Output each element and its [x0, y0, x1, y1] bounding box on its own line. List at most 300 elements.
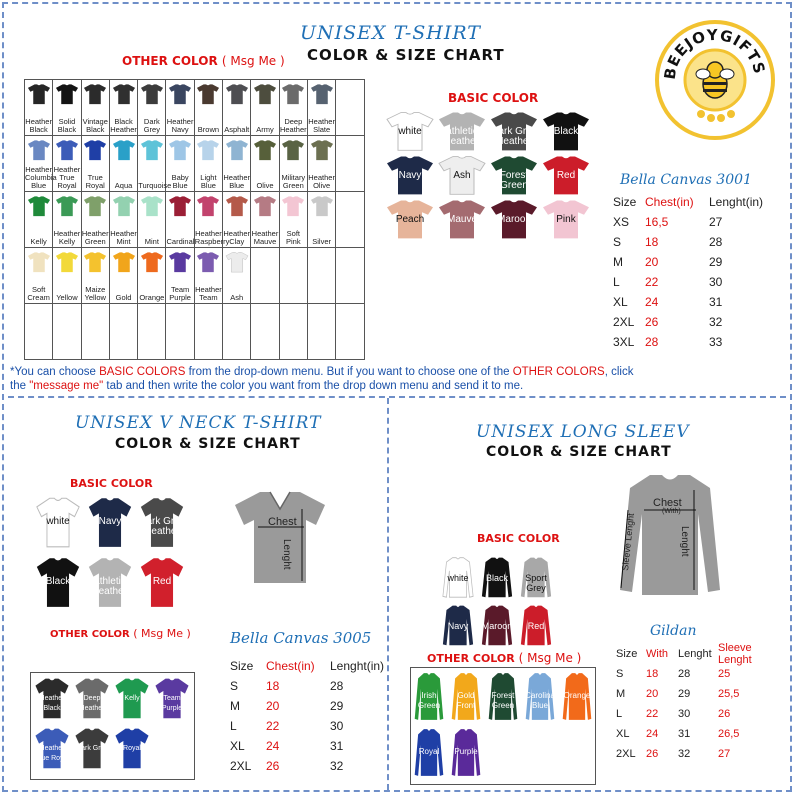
empty-cell [336, 192, 364, 248]
column-header: Sleeve Lenght [718, 642, 752, 666]
swatch-label: Red [556, 169, 576, 181]
table-cell: 20 [646, 688, 659, 700]
empty-cell [110, 304, 138, 360]
tshirt-size-table [613, 192, 767, 352]
size-table-row [613, 292, 767, 312]
empty-cell [251, 304, 279, 360]
longsleeve-other-heading: OTHER COLOR ( Msg Me ) [427, 651, 582, 665]
table-cell: 2XL [616, 748, 636, 760]
swatch-silver [308, 192, 336, 248]
swatch-carolina-blue [523, 670, 557, 722]
table-cell: 32 [678, 748, 691, 760]
swatch-label: Heather True Royal [35, 744, 69, 762]
vneck-chest-label: Chest [268, 516, 297, 528]
vneck-other-heading: OTHER COLOR ( Msg Me ) [50, 627, 191, 640]
table-cell: 31 [330, 739, 344, 753]
swatch-label: Maroon [481, 620, 513, 631]
tshirt-icon [27, 195, 51, 217]
swatch-heather-clay [223, 192, 251, 248]
empty-cell [138, 304, 166, 360]
longsleeve-with-label: (With) [662, 508, 681, 515]
table-cell: S [230, 679, 239, 693]
swatch-label: Soft Cream [27, 285, 50, 302]
vneck-basic-swatches [35, 495, 190, 615]
swatch-heather-mauve [251, 192, 279, 248]
table-cell: M [616, 688, 626, 700]
swatch-heather-olive [308, 136, 336, 192]
swatch-navy [385, 154, 435, 196]
swatch-label: Kelly [30, 237, 47, 246]
swatch-soft-cream [25, 248, 53, 304]
swatch-peach [385, 198, 435, 240]
swatch-label: Deep Heather [79, 694, 105, 712]
swatch-label: Orange [563, 690, 591, 700]
swatch-label: Red [527, 620, 545, 631]
swatch-cardinal [166, 192, 194, 248]
tshirt-icon [27, 83, 51, 105]
tshirt-icon [140, 195, 164, 217]
table-cell: 26,5 [718, 728, 740, 740]
table-cell: 3XL [613, 335, 635, 349]
other-color-grid [24, 79, 365, 360]
swatch-red [518, 603, 554, 647]
swatch-label: Silver [312, 237, 331, 246]
swatch-yellow [53, 248, 81, 304]
vneck-shirt-icon [230, 487, 330, 587]
vneck-other-swatches [34, 676, 194, 776]
swatch-label: Dark Grey [76, 744, 108, 752]
table-cell: 31 [678, 728, 691, 740]
table-cell: 31 [709, 295, 723, 309]
tshirt-icon [310, 83, 334, 105]
swatch-maroon [489, 198, 539, 240]
swatch-label: Purple [454, 746, 478, 756]
tshirt-icon [112, 251, 136, 273]
empty-cell [82, 304, 110, 360]
swatch-mint [138, 192, 166, 248]
swatch-purple [449, 726, 483, 778]
empty-cell [25, 304, 53, 360]
tshirt-icon [225, 139, 249, 161]
size-table-header [616, 644, 762, 664]
table-cell: 20 [266, 699, 280, 713]
tshirt-icon [112, 83, 136, 105]
swatch-label: Ash [453, 169, 471, 181]
swatch-orange [138, 248, 166, 304]
table-cell: 22 [266, 719, 280, 733]
tshirt-icon [196, 83, 220, 105]
swatch-label: Light Blue [200, 173, 217, 190]
swatch-royal [412, 726, 446, 778]
size-table-row [616, 704, 762, 724]
other-color-heading: OTHER COLOR ( Msg Me ) [122, 54, 285, 68]
tshirt-icon [83, 195, 107, 217]
swatch-label: True Royal [85, 173, 105, 190]
swatch-label: Royal [418, 746, 440, 756]
swatch-label: Peach [395, 213, 425, 225]
swatch-label: Heather Green [81, 229, 109, 246]
swatch-kelly [114, 676, 150, 720]
table-cell: XL [616, 728, 630, 740]
tshirt-icon [310, 139, 334, 161]
table-cell: M [613, 255, 623, 269]
longsleeve-subtitle: COLOR & SIZE CHART [486, 444, 672, 460]
tshirt-icon [140, 83, 164, 105]
swatch-label: Dark Grey Heather [139, 515, 185, 537]
swatch-label: Heather Slate [308, 117, 335, 134]
swatch-deep-heather [280, 80, 308, 136]
swatch-label: Turquoise [138, 181, 172, 190]
swatch-heather-navy [166, 80, 194, 136]
swatch-label: Team Purple [169, 285, 191, 302]
swatch-forest-green [486, 670, 520, 722]
swatch-label: athletic heather [93, 575, 127, 597]
table-cell: 27 [718, 748, 731, 760]
swatch-label: Mauve [446, 213, 477, 225]
bella-3001-title: Bella Canvas 3001 [620, 172, 752, 188]
swatch-label: Vintage Black [82, 117, 108, 134]
table-cell: L [616, 708, 623, 720]
section-divider [8, 396, 786, 398]
tshirt-icon [281, 195, 305, 217]
swatch-label: Team Purple [161, 694, 183, 712]
table-cell: 2XL [230, 759, 252, 773]
swatch-label: Black Heather [110, 117, 137, 134]
longsleeve-length-label: Lenght [679, 526, 690, 557]
tshirt-icon [55, 195, 79, 217]
swatch-label: Kelly [124, 694, 140, 702]
swatch-label: Heather Navy [166, 117, 194, 134]
swatch-label: Orange [139, 293, 165, 302]
column-header: With [646, 648, 668, 660]
tshirt-icon [225, 195, 249, 217]
empty-cell [336, 80, 364, 136]
swatch-label: Red [152, 575, 172, 587]
size-table-row [613, 332, 767, 352]
table-cell: 24 [645, 295, 659, 309]
swatch-label: Heather Raspberry [194, 229, 230, 246]
table-cell: 29 [330, 699, 344, 713]
basic-color-swatches [385, 110, 595, 286]
table-cell: 24 [266, 739, 280, 753]
swatch-label: Yellow [56, 293, 78, 302]
longsleeve-sleeve-label: Sleeve Lenght [620, 512, 636, 572]
swatch-heather-true-royal [53, 136, 81, 192]
longsleeve-basic-heading: BASIC COLOR [477, 532, 560, 545]
column-header: Lenght(in) [709, 195, 764, 209]
swatch-royal [114, 726, 150, 770]
swatch-label: Navy [398, 169, 422, 181]
tshirt-icon [83, 83, 107, 105]
table-cell: 27 [709, 215, 723, 229]
tshirt-icon [55, 251, 79, 273]
tshirt-icon [225, 251, 249, 273]
swatch-label: Military Green [281, 173, 306, 190]
longsleeve-title: UNISEX LONG SLEEV [476, 422, 690, 442]
swatch-true-royal [82, 136, 110, 192]
swatch-gold-front [449, 670, 483, 722]
swatch-mauve [437, 198, 487, 240]
table-cell: XL [613, 295, 628, 309]
swatch-heather-blue [223, 136, 251, 192]
swatch-red [541, 154, 591, 196]
tshirt-icon [55, 139, 79, 161]
column-header: Chest(in) [266, 659, 315, 673]
swatch-pink [541, 198, 591, 240]
swatch-deep-heather [74, 676, 110, 720]
swatch-gold [110, 248, 138, 304]
table-cell: 32 [330, 759, 344, 773]
swatch-label: Royal [123, 744, 141, 752]
empty-cell [336, 248, 364, 304]
swatch-navy [87, 495, 133, 549]
swatch-label: white [447, 572, 469, 583]
table-cell: XS [613, 215, 630, 229]
column-header: Size [616, 648, 638, 660]
swatch-athletic-heather [437, 110, 487, 152]
swatch-heather-black [34, 676, 70, 720]
vneck-diagram [230, 487, 330, 587]
table-cell: 30 [709, 275, 723, 289]
swatch-team-purple [166, 248, 194, 304]
table-cell: 18 [645, 235, 659, 249]
vneck-basic-heading: BASIC COLOR [70, 477, 153, 490]
table-cell: 28 [709, 235, 723, 249]
tshirt-icon [27, 251, 51, 273]
swatch-label: Soft Pink [286, 229, 301, 246]
swatch-olive [251, 136, 279, 192]
swatch-heather-true-royal [34, 726, 70, 770]
tshirt-icon [140, 139, 164, 161]
swatch-navy [440, 603, 476, 647]
longsleeve-diagram [610, 470, 730, 600]
swatch-label: Heather Kelly [53, 229, 81, 246]
swatch-irish-green [412, 670, 446, 722]
empty-cell [195, 304, 223, 360]
tshirt-icon [168, 139, 192, 161]
swatch-orange [560, 670, 594, 722]
color-note: *You can choose BASIC COLORS from the drop-down menu. But if you want to choose one of the OTHER COLORS, click the "message me" tab and then write the color you want from the drop down menu and send it to me. [10, 366, 634, 392]
swatch-label: Dark Grey [143, 117, 160, 134]
tshirt-title: UNISEX T-SHIRT [300, 22, 481, 44]
basic-color-heading: BASIC COLOR [448, 91, 539, 105]
table-cell: 33 [709, 335, 723, 349]
swatch-maize-yellow [82, 248, 110, 304]
swatch-label: Carolina Blue [525, 690, 555, 710]
swatch-black [541, 110, 591, 152]
empty-cell [280, 304, 308, 360]
swatch-heather-mint [110, 192, 138, 248]
tshirt-icon [196, 195, 220, 217]
size-table-row [616, 744, 762, 764]
table-cell: 25 [718, 668, 731, 680]
size-table-header [230, 656, 390, 676]
bella-3005-title: Bella Canvas 3005 [230, 629, 372, 647]
table-cell: 18 [266, 679, 280, 693]
swatch-turquoise [138, 136, 172, 192]
swatch-label: Deep Heather [279, 117, 307, 134]
swatch-vintage-black [82, 80, 110, 136]
table-cell: 26 [646, 748, 659, 760]
swatch-aqua [110, 136, 138, 192]
swatch-athletic-heather [87, 555, 133, 609]
vneck-title: UNISEX V NECK T-SHIRT [75, 413, 322, 433]
tshirt-icon [140, 251, 164, 273]
size-table-row [616, 664, 762, 684]
swatch-label: Forest Green [491, 690, 515, 710]
longsleeve-chest-label: Chest [653, 497, 682, 509]
swatch-label: white [46, 515, 70, 527]
vneck-size-table [230, 656, 390, 776]
swatch-label: Navy [447, 620, 469, 631]
swatch-heather-kelly [53, 192, 81, 248]
swatch-military-green [280, 136, 308, 192]
svg-text:BEEJOYGIFTS: BEEJOYGIFTS [660, 25, 769, 81]
swatch-black [479, 555, 515, 599]
tshirt-icon [83, 251, 107, 273]
table-cell: 28 [678, 668, 691, 680]
swatch-label: Brown [197, 125, 220, 134]
empty-cell [336, 304, 364, 360]
size-table-row [230, 736, 390, 756]
swatch-label: Heather Black [25, 117, 52, 134]
tshirt-icon [112, 195, 136, 217]
empty-cell [336, 136, 364, 192]
swatch-dark-grey-heather [489, 110, 539, 152]
tshirt-icon [27, 139, 51, 161]
swatch-label: Solid Black [57, 117, 77, 134]
table-cell: 22 [646, 708, 659, 720]
swatch-label: Pink [556, 213, 576, 225]
table-cell: 22 [645, 275, 659, 289]
swatch-kelly [25, 192, 53, 248]
tshirt-icon [55, 83, 79, 105]
gildan-title: Gildan [650, 623, 697, 639]
table-cell: 25,5 [718, 688, 740, 700]
swatch-ash [223, 248, 251, 304]
empty-cell [166, 304, 194, 360]
table-cell: 28 [330, 679, 344, 693]
swatch-label: Aqua [114, 181, 133, 190]
swatch-black-heather [110, 80, 138, 136]
size-table-row [613, 312, 767, 332]
swatch-heather-columbia-blue [25, 136, 57, 192]
column-header: Size [230, 659, 254, 673]
swatch-label: Heather Mauve [251, 229, 279, 246]
swatch-label: Ash [230, 293, 244, 302]
tshirt-icon [196, 251, 220, 273]
swatch-heather-raspberry [194, 192, 230, 248]
size-table-row [230, 716, 390, 736]
swatch-heather-slate [308, 80, 336, 136]
swatch-label: Heather Columbia Blue [25, 165, 57, 190]
swatch-label: Army [256, 125, 274, 134]
swatch-label: Black [553, 125, 579, 137]
column-header: Lenght [678, 648, 712, 660]
table-cell: 18 [646, 668, 659, 680]
swatch-white [385, 110, 435, 152]
swatch-label: Heather Blue [223, 173, 251, 190]
swatch-label: Black [485, 572, 508, 583]
tshirt-icon [225, 83, 249, 105]
swatch-label: Gold [115, 293, 132, 302]
swatch-dark-grey [74, 726, 110, 770]
swatch-label: Black [45, 575, 71, 587]
swatch-black [35, 555, 81, 609]
swatch-label: Baby Blue [171, 173, 189, 190]
table-cell: M [230, 699, 240, 713]
swatch-white [440, 555, 476, 599]
size-table-row [616, 724, 762, 744]
swatch-maroon [479, 603, 515, 647]
tshirt-subtitle: COLOR & SIZE CHART [307, 46, 505, 64]
table-cell: 29 [709, 255, 723, 269]
table-cell: 32 [709, 315, 723, 329]
logo-emblem [659, 24, 771, 136]
vneck-length-label: Lenght [281, 539, 292, 570]
empty-cell [53, 304, 81, 360]
empty-cell [308, 304, 336, 360]
swatch-red [139, 555, 185, 609]
table-cell: 30 [678, 708, 691, 720]
size-table-row [613, 212, 767, 232]
longsleeve-size-table [616, 644, 762, 764]
vneck-subtitle: COLOR & SIZE CHART [115, 436, 301, 452]
tshirt-icon [83, 139, 107, 161]
swatch-label: Maize Yellow [84, 285, 106, 302]
swatch-label: Gold Front [456, 690, 476, 710]
swatch-label: Irish Green [417, 690, 441, 710]
column-header: Lenght(in) [330, 659, 385, 673]
table-cell: 20 [645, 255, 659, 269]
swatch-label: Dark Grey Heather [491, 125, 537, 147]
tshirt-icon [310, 195, 334, 217]
swatch-label: Sport Grey [525, 572, 547, 593]
swatch-label: Navy [98, 515, 122, 527]
longsleeve-basic-swatches [440, 555, 555, 650]
swatch-label: Cardinal [166, 237, 195, 246]
swatch-label: Heather Black [39, 694, 65, 712]
swatch-brown [195, 80, 223, 136]
swatch-sport-grey [518, 555, 554, 599]
size-table-row [230, 676, 390, 696]
size-table-row [230, 696, 390, 716]
tshirt-icon [253, 139, 277, 161]
swatch-army [251, 80, 279, 136]
swatch-label: Forest Green [499, 169, 529, 191]
swatch-soft-pink [280, 192, 308, 248]
tshirt-icon [253, 195, 277, 217]
table-cell: L [230, 719, 237, 733]
swatch-dark-grey [138, 80, 166, 136]
table-cell: 16,5 [645, 215, 669, 229]
table-cell: S [613, 235, 622, 249]
table-cell: 2XL [613, 315, 635, 329]
swatch-label: Heather Clay [223, 229, 251, 246]
empty-cell [251, 248, 279, 304]
swatch-label: Mint [144, 237, 159, 246]
swatch-heather-green [82, 192, 110, 248]
brand-logo [655, 20, 775, 140]
table-cell: 29 [678, 688, 691, 700]
empty-cell [223, 304, 251, 360]
swatch-label: Heather Team [195, 285, 222, 302]
swatch-ash [437, 154, 487, 196]
table-cell: 26 [718, 708, 731, 720]
table-cell: 26 [266, 759, 280, 773]
table-cell: 30 [330, 719, 344, 733]
tshirt-icon [281, 139, 305, 161]
